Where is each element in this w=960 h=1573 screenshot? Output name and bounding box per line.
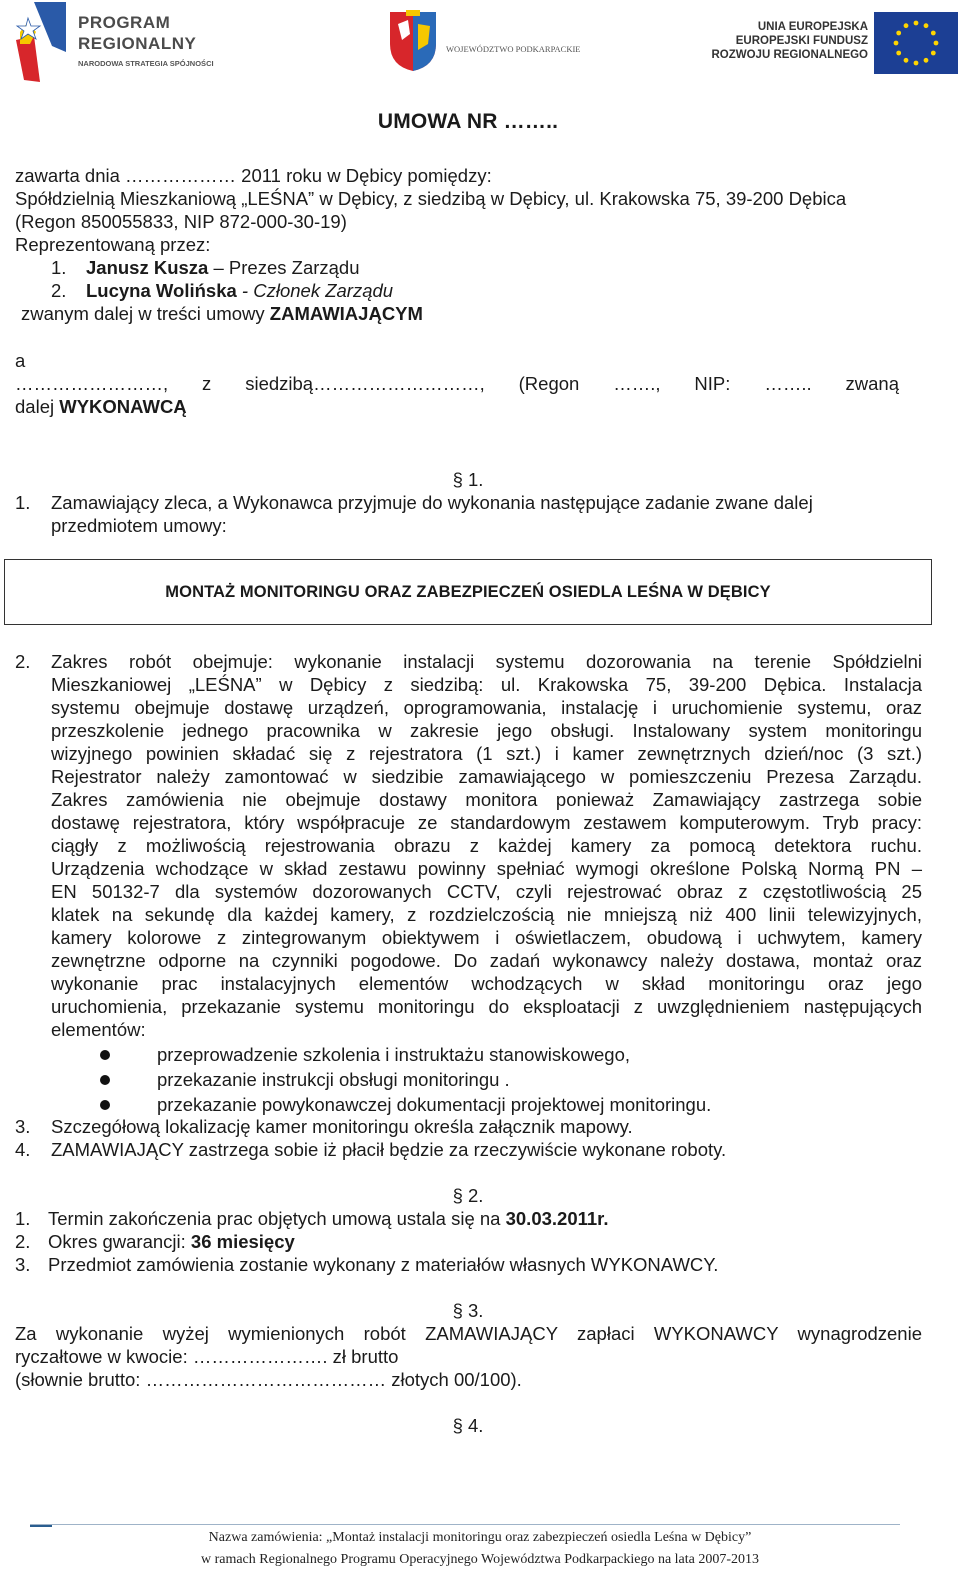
rep1-role: – Prezes Zarządu [208,257,360,278]
eu-star-icon [914,61,919,66]
eu-star-icon [934,41,939,46]
eu-star-icon [894,41,899,46]
program-title-1: PROGRAM [78,13,171,32]
s2-i3-number: 3. [15,1254,31,1275]
s1-p2-line: Mieszkaniowej „LEŚNA” w Dębicy z siedzibą: ul. Krakowska 75, 39-200 Dębica. Instalacja [51,674,922,695]
warranty-period: 36 miesięcy [190,1231,295,1252]
rep2-line [86,279,393,302]
rep1-number: 1. [51,257,67,278]
s1-p4-text: ZAMAWIAJĄCY zastrzega sobie iż płacił będzie za rzeczywiście wykonane roboty. [51,1139,727,1160]
s1-p2-line: zewnętrzne odporne na czynniki pogodowe. Do zadań wykonawcy należy dostawa, montaż oraz [51,950,922,971]
s1-p2-line: elementów: [51,1019,146,1040]
bullet-icon [100,1050,110,1060]
contract-subject: MONTAŻ MONITORINGU ORAZ ZABEZPIECZEŃ OSIEDLA LEŚNA W DĘBICY [165,582,771,601]
contract-subject-box [4,559,932,625]
s1-p2-line: kamery kolorowe z zintegrowanym obiektywem i oświetlaczem, obudową i uchwytem, kamery [51,927,922,948]
footer-line-2: w ramach Regionalnego Programu Operacyjnego Województwa Podkarpackiego na lata 2007-2013 [200,1552,760,1567]
eu-star-icon [931,31,936,36]
footer-divider [30,1524,900,1525]
eu-star-icon [904,58,909,63]
s3-line3: (słownie brutto: ………………………………… złotych 00/100). [15,1369,522,1390]
wykonawca-prefix: dalej [15,396,60,417]
bullet-icon [100,1075,110,1085]
section-3-heading: § 3. [452,1300,484,1321]
bullet-item: przekazanie instrukcji obsługi monitoringu . [157,1069,510,1090]
podkarpackie-logo [388,10,598,80]
section-1-heading: § 1. [452,469,484,490]
eu-flag-icon [874,12,958,74]
eu-line-2: EUROPEJSKI FUNDUSZ [735,35,868,47]
bullet-icon [100,1100,110,1110]
intro-party-line: Spółdzielnią Mieszkaniową „LEŚNA” w Dębicy, z siedzibą w Dębicy, ul. Krakowska 75, 39-200 Dębica [15,188,847,209]
s3-line2: ryczałtowe w kwocie: …………………. zł brutto [15,1346,399,1367]
s1-p2-line: dostawę rejestratora, który współpracuje ze standardowym zestawem komputerowym. Tryb pracy: [51,812,922,833]
eu-line-1: UNIA EUROPEJSKA [757,21,868,33]
s1-p2-line: Urządzenia wchodzące w skład zestawu powinny spełniać wymogi określone Polską Normą PN – [51,858,922,879]
intro-represented-line: Reprezentowaną przez: [15,234,211,255]
s2-i2-number: 2. [15,1231,31,1252]
rep1-name: Janusz Kusza [86,257,209,278]
voivodeship-label: WOJEWÓDZTWO PODKARPACKIE [446,44,581,54]
section-2-heading: § 2. [452,1185,484,1206]
coat-of-arms-icon [388,10,438,72]
program-subtitle: NARODOWA STRATEGIA SPÓJNOŚCI [78,59,214,68]
s2-i2-line [48,1230,295,1253]
s1-p2-line: wizyjnego powinien składać się z rejestratora (1 szt.) i kamer zewnętrznych dzień/noc (3 szt.) [51,743,922,764]
s1-p2-line: Rejestrator należy zamontować w siedzibie zamawiającego w pomieszczeniu Prezesa Zarządu. [51,766,922,787]
s2-i2-text: Okres gwarancji: [48,1231,191,1252]
s2-i1-number: 1. [15,1208,31,1229]
intro-regon-line: (Regon 850055833, NIP 872-000-30-19) [15,211,347,232]
zamawiajacy-label: ZAMAWIAJĄCYM [269,303,423,324]
program-regionalny-logo [14,2,244,82]
s1-p2-line: ciągły z możliwością rejestrowania obrazu z każdej kamery za pomocą detektora ruchu. [51,835,922,856]
s1-p2-line: Zakres robót obejmuje: wykonanie instalacji systemu dozorowania na terenie Spółdzielni [51,651,922,672]
program-regionalny-emblem-icon [14,2,76,82]
eu-line-3: ROZWOJU REGIONALNEGO [711,49,868,61]
wykonawca-line [15,395,187,418]
s2-i3-text: Przedmiot zamówienia zostanie wykonany z materiałów własnych WYKONAWCY. [48,1254,719,1275]
intro-date-line: zawarta dnia ……………… 2011 roku w Dębicy pomiędzy: [15,165,492,186]
s1-p2-line: systemu obejmuje dostawę urządzeń, oprogramowania, instalację i uruchomienie systemu, oraz [51,697,922,718]
eu-star-icon [924,58,929,63]
s1-p3-text: Szczegółową lokalizację kamer monitoringu określa załącznik mapowy. [51,1116,633,1137]
conjunction-a: a [15,350,26,371]
program-title-2: REGIONALNY [78,34,197,53]
eu-star-icon [924,23,929,28]
eu-star-icon [896,31,901,36]
s1-p2-line: przeszkolenie jednego pracownika w zakresie jego obsługi. Instalowany system monitoringu [51,720,922,741]
s1-p4-number: 4. [15,1139,31,1160]
rep2-number: 2. [51,280,67,301]
s1-p2-line: Zakres zamówienia nie obejmuje dostawy monitora ponieważ Zamawiający zastrzega sobie [51,789,922,810]
rep2-role: - Członek Zarządu [236,280,394,301]
s1-p1-line2: przedmiotem umowy: [51,515,227,536]
rep1-line [86,256,360,279]
completion-date: 30.03.2011r. [505,1208,609,1229]
contract-title: UMOWA NR …….. [377,110,559,133]
s1-p2-line: wykonanie prac instalacyjnych elementów wchodzących w skład monitoringu oraz jego [51,973,922,994]
zamawiajacy-line [21,302,423,325]
eu-star-icon [904,23,909,28]
s2-i1-text: Termin zakończenia prac objętych umową ustala się na [48,1208,506,1229]
contractor-line: ……………………, z siedzibą………………………, (Regon ……., NIP: …….. zwaną [15,373,899,394]
eu-star-icon [914,21,919,26]
bullet-item: przekazanie powykonawczej dokumentacji projektowej monitoringu. [157,1094,712,1115]
s3-line1: Za wykonanie wyżej wymienionych robót ZAMAWIAJĄCY zapłaci WYKONAWCY wynagrodzenie [15,1323,922,1344]
eu-logo [711,10,958,76]
zamawiajacy-prefix: zwanym dalej w treści umowy [21,303,270,324]
s1-p2-number: 2. [15,651,31,672]
rep2-name: Lucyna Wolińska [86,280,237,301]
eu-star-icon [931,51,936,56]
s1-p1-number: 1. [15,492,31,513]
s1-p3-number: 3. [15,1116,31,1137]
s1-p2-line: uruchomienia, przekazanie systemu monitoringu do eksploatacji z uwzględnieniem następujących [51,996,922,1017]
s1-p2-line: klatek na sekundę dla każdej kamery, z rozdzielczością nie mniejszą niż 400 linii telewizyjnych, [51,904,922,925]
footer-line-1: Nazwa zamówienia: „Montaż instalacji monitoringu oraz zabezpieczeń osiedla Leśna w Dębicy” [208,1530,752,1545]
section-4-heading: § 4. [452,1415,484,1436]
s1-p1-line1: Zamawiający zleca, a Wykonawca przyjmuje do wykonania następujące zadanie zwane dalej [51,492,813,513]
s2-i1-line [48,1207,609,1230]
wykonawca-label: WYKONAWCĄ [59,396,187,417]
s1-p2-line: EN 50132-7 dla systemów dozorowanych CCTV, czyli rejestrować obraz z częstotliwością 25 [51,881,922,902]
eu-star-icon [896,51,901,56]
bullet-item: przeprowadzenie szkolenia i instruktażu stanowiskowego, [157,1044,631,1065]
